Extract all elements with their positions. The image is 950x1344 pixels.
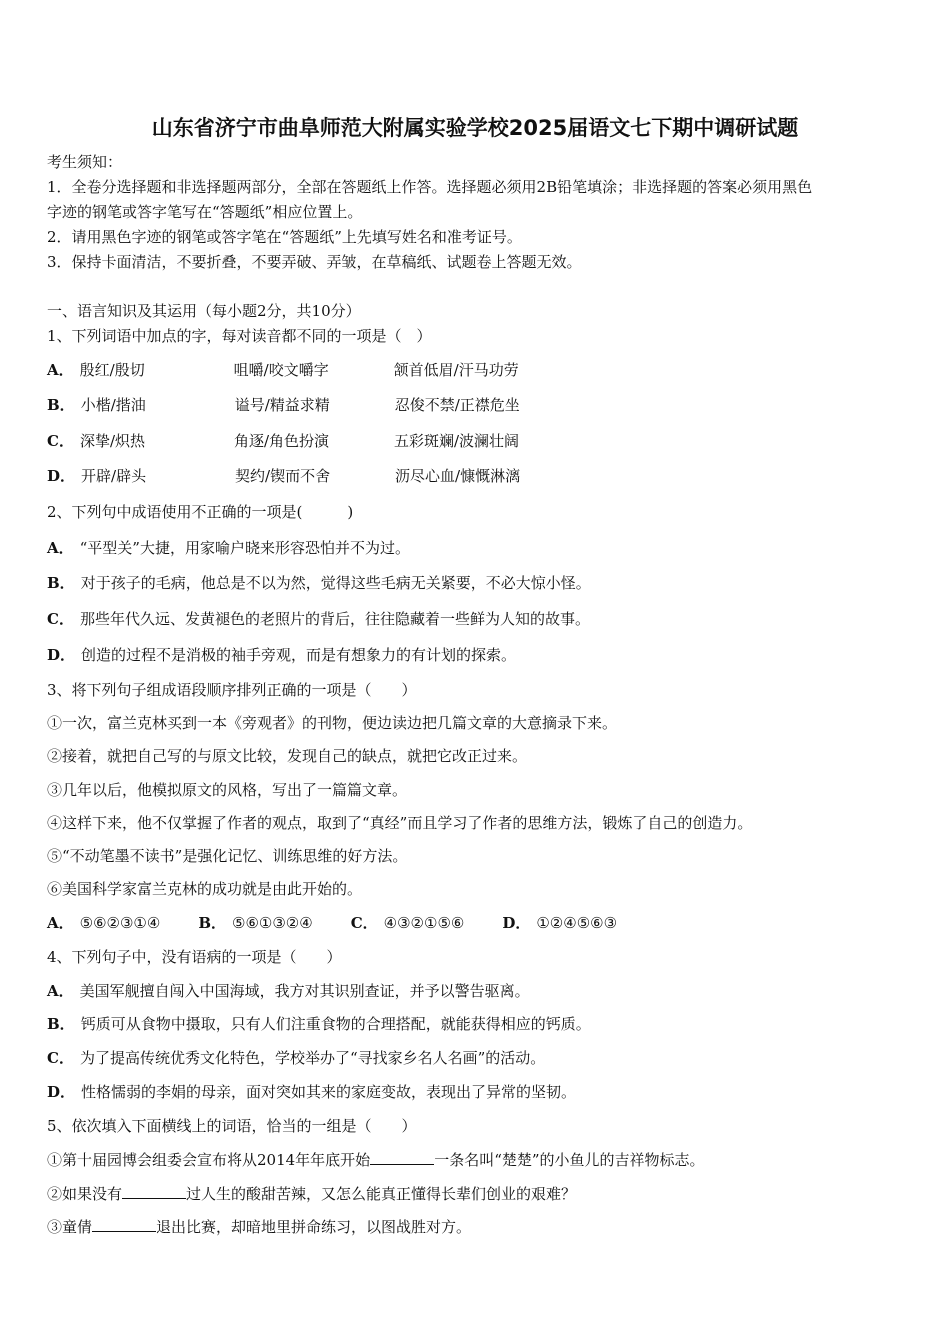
fill-blank[interactable] xyxy=(92,1217,156,1232)
option-label: B． xyxy=(198,914,227,932)
q3-stem: 3、将下列句子组成语段顺序排列正确的一项是（ ） xyxy=(47,681,417,699)
option-text: ⑤⑥①③②④ xyxy=(232,914,313,932)
q3-sentence-5: ⑤“不动笔墨不读书”是强化记忆、训练思维的好方法。 xyxy=(47,847,408,865)
option-label: A． xyxy=(47,982,74,1000)
option-label: C． xyxy=(47,432,74,450)
option-text: 那些年代久远、发黄褪色的老照片的背后，往往隐藏着一些鲜为人知的故事。 xyxy=(79,610,590,628)
option-col3: 颔首低眉/汗马功劳 xyxy=(393,361,519,379)
q5-item-2 xyxy=(47,1184,576,1204)
option-label: D． xyxy=(47,1083,76,1101)
option-text: ④③②①⑤⑥ xyxy=(383,914,465,932)
q2-option-d xyxy=(47,645,516,665)
option-col1: 深挚/炽热 xyxy=(79,432,146,450)
q3-option-a xyxy=(47,913,160,933)
option-text: 创造的过程不是消极的袖手旁观，而是有想象力的有计划的探索。 xyxy=(81,646,517,664)
q2-stem: 2、下列句中成语使用不正确的一项是( ) xyxy=(47,503,354,521)
option-text: 美国军舰擅自闯入中国海域，我方对其识别查证，并予以警告驱离。 xyxy=(79,982,530,1000)
q3-option-b xyxy=(198,913,312,933)
fill-blank[interactable] xyxy=(370,1150,434,1165)
option-label: B． xyxy=(47,574,75,592)
notice-item-3: 3．保持卡面清洁，不要折叠，不要弄破、弄皱，在草稿纸、试题卷上答题无效。 xyxy=(47,253,582,271)
option-col2: 契约/锲而不舍 xyxy=(235,467,331,485)
option-label: C． xyxy=(350,914,378,932)
option-text: 为了提高传统优秀文化特色，学校举办了“寻找家乡名人名画”的活动。 xyxy=(79,1049,546,1067)
option-label: C． xyxy=(47,610,74,628)
item-after: 过人生的酸甜苦辣，又怎么能真正懂得长辈们创业的艰难？ xyxy=(186,1185,577,1203)
item-before: ②如果没有 xyxy=(47,1185,123,1203)
option-label: B． xyxy=(47,1015,75,1033)
option-col3: 沥尽心血/慷慨淋漓 xyxy=(395,467,521,485)
option-label: D． xyxy=(47,646,76,664)
q4-option-d xyxy=(47,1082,576,1102)
q2-option-c xyxy=(47,609,590,629)
q3-option-d xyxy=(502,913,617,933)
q4-option-a xyxy=(47,981,530,1001)
q1-option-d xyxy=(47,466,520,486)
item-before: ③童倩 xyxy=(47,1218,93,1236)
notice-item-2: 2．请用黑色字迹的钢笔或答字笔在“答题纸”上先填写姓名和准考证号。 xyxy=(47,228,522,246)
option-text: “平型关”大捷，用家喻户晓来形容恐怕并不为过。 xyxy=(79,539,410,557)
fill-blank[interactable] xyxy=(122,1184,186,1199)
q2-option-b xyxy=(47,573,591,593)
option-text: ①②④⑤⑥③ xyxy=(536,914,618,932)
q3-sentence-1: ①一次，富兰克林买到一本《旁观者》的刊物，便边读边把几篇文章的大意摘录下来。 xyxy=(47,714,618,732)
option-label: A． xyxy=(47,914,74,932)
q1-option-a xyxy=(47,360,519,380)
option-label: A． xyxy=(47,361,74,379)
option-text: 对于孩子的毛病，他总是不以为然，觉得这些毛病无关紧要，不必大惊小怪。 xyxy=(80,574,591,592)
item-before: ①第十届园博会组委会宣布将从2014年年底开始 xyxy=(47,1151,371,1169)
notice-heading: 考生须知： xyxy=(47,153,123,171)
q5-stem: 5、依次填入下面横线上的词语，恰当的一组是（ ） xyxy=(47,1117,417,1135)
q1-option-b xyxy=(47,395,520,415)
option-col2: 咀嚼/咬文嚼字 xyxy=(233,361,329,379)
q3-sentence-4: ④这样下来，他不仅掌握了作者的观点，取到了“真经”而且学习了作者的思维方法，锻炼了自己的创造力。 xyxy=(47,814,753,832)
option-text: 钙质可从食物中摄取，只有人们注重食物的合理搭配，就能获得相应的钙质。 xyxy=(80,1015,591,1033)
exam-title: 山东省济宁市曲阜师范大附属实验学校2025届语文七下期中调研试题 xyxy=(151,116,799,140)
option-col3: 五彩斑斓/波澜壮阔 xyxy=(393,432,520,450)
option-label: B． xyxy=(47,396,75,414)
q3-sentence-2: ②接着，就把自己写的与原文比较，发现自己的缺点，就把它改正过来。 xyxy=(47,747,528,765)
q4-option-b xyxy=(47,1014,591,1034)
section-heading: 一、语言知识及其运用（每小题2分，共10分） xyxy=(47,302,361,320)
option-col2: 谥号/精益求精 xyxy=(234,396,330,414)
option-label: D． xyxy=(47,467,76,485)
q4-option-c xyxy=(47,1048,545,1068)
q1-option-c xyxy=(47,431,519,451)
option-col3: 忍俊不禁/正襟危坐 xyxy=(394,396,520,414)
item-after: 退出比赛，却暗地里拼命练习，以图战胜对方。 xyxy=(156,1218,472,1236)
q3-sentence-6: ⑥美国科学家富兰克林的成功就是由此开始的。 xyxy=(47,880,363,898)
option-text: 性格懦弱的李娟的母亲，面对突如其来的家庭变故，表现出了异常的坚韧。 xyxy=(81,1083,577,1101)
notice-item-1: 1．全卷分选择题和非选择题两部分，全部在答题纸上作答。选择题必须用2B铅笔填涂；非选择题的答案必须用黑色 xyxy=(47,178,813,196)
option-col1: 小楷/揩油 xyxy=(80,396,146,414)
q4-stem: 4、下列句子中，没有语病的一项是（ ） xyxy=(47,948,342,966)
q5-item-1 xyxy=(47,1150,705,1170)
option-text: ⑤⑥②③①④ xyxy=(79,914,161,932)
option-label: D． xyxy=(502,914,531,932)
item-after: 一条名叫“楚楚”的小鱼儿的吉祥物标志。 xyxy=(434,1151,705,1169)
q5-item-3 xyxy=(47,1217,471,1237)
q1-stem: 1、下列词语中加点的字，每对读音都不同的一项是（ ） xyxy=(47,327,432,345)
option-col2: 角逐/角色扮演 xyxy=(233,432,330,450)
notice-item-1-cont: 字迹的钢笔或答字笔写在“答题纸”相应位置上。 xyxy=(47,203,363,221)
option-col1: 殷红/殷切 xyxy=(79,361,145,379)
option-label: A． xyxy=(47,539,74,557)
q3-options xyxy=(47,913,655,933)
q3-option-c xyxy=(351,913,465,933)
option-label: C． xyxy=(47,1049,74,1067)
option-col1: 开辟/辟头 xyxy=(81,467,147,485)
q3-sentence-3: ③几年以后，他模拟原文的风格，写出了一篇篇文章。 xyxy=(47,781,408,799)
q2-option-a xyxy=(47,538,410,558)
